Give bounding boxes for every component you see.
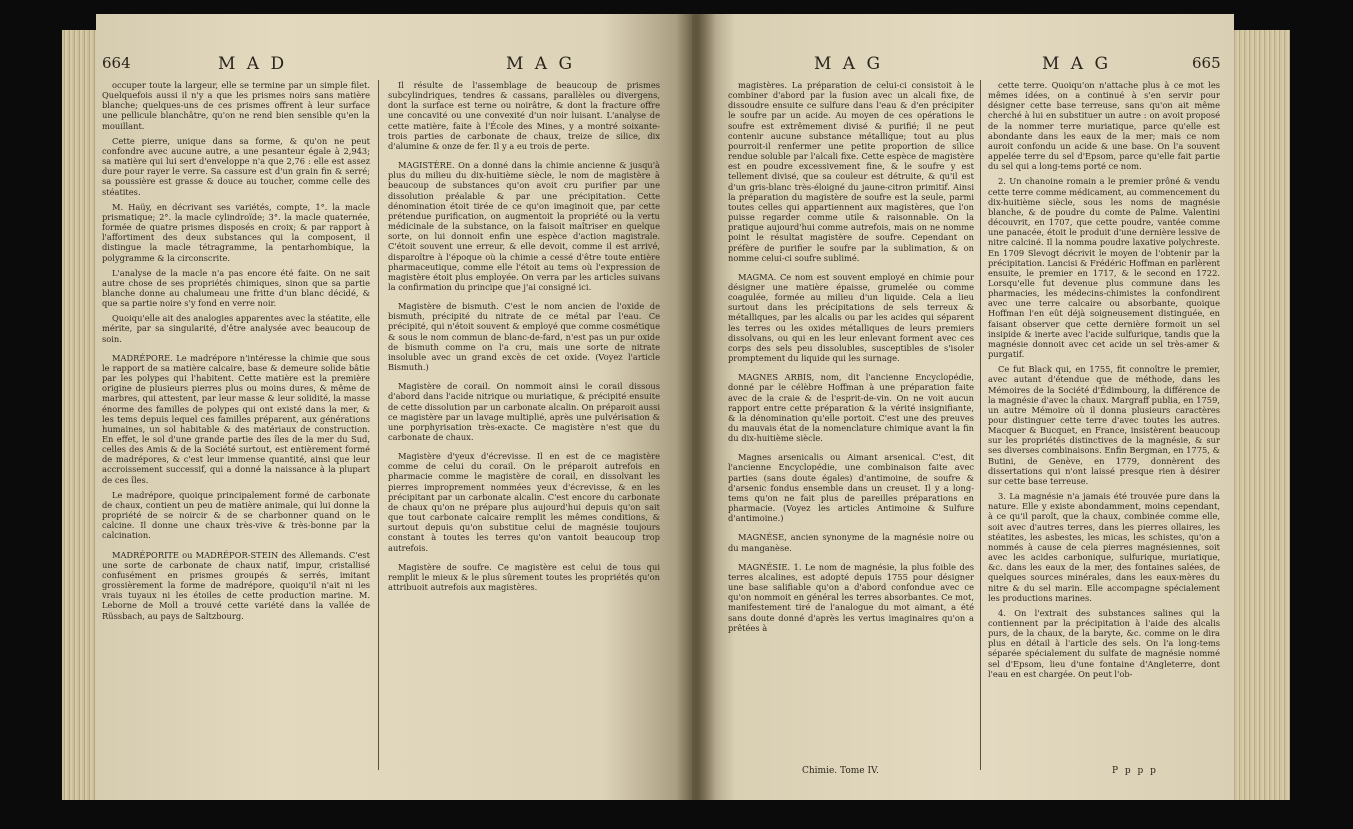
paragraph: Magnes arsenicalis ou Aimant arsenical. C'est, dit l'ancienne Encyclopédie, une combinaison faite avec parties (sans doute égales) d'antimoine, de soufre & d'arsenic fondus ensemble dans un creuset. Il y a long-tems qu'on ne fait plus de pareilles préparations en pharmacie. (Voyez les articles Antimoine & Sulfure d'antimoine.) — [728, 452, 974, 524]
paragraph: Cette pierre, unique dans sa forme, & qu'on ne peut confondre avec aucune autre, a une pesanteur égale à 2,943; sa matière qui lui sert d'enveloppe n'a que 2,76 : elle est assez dure pour rayer le verre. Sa cassure est d'un grain fin & serré; sa poussière est grasse & douce au toucher, comme celle des stéatites. — [102, 135, 370, 197]
paragraph: Magistère de corail. On nommoit ainsi le corail dissous d'abord dans l'acide nitrique ou muriatique, & précipité ensuite de cette dissolution par un carbonate alcalin. On préparoit aussi ce magistère par un lavage multiplié, après une pulvérisation & une porphyrisation très-exacte. Ce magistère n'est que du carbonate de chaux. — [388, 381, 660, 442]
paragraph: 4. On l'extrait des substances salines qui la contiennent par la précipitation à l'aide des alcalis purs, de la chaux, de la baryte, &c. comme on le dira plus en détail à l'article des sels. On l'a long-tems séparée spécialement du sulfate de magnésie nommé sel d'Epsom, lieu d'une fontaine d'Angleterre, dont l'eau en est chargée. On peut l'ob- — [988, 607, 1220, 679]
left-page — [96, 14, 692, 800]
paragraph: MADRÉPORE. Le madrépore n'intéresse la chimie que sous le rapport de sa matière calcaire, base & demeure solide bâtie par les polypes qui l'habitent. Cette matière est la première origine de plusieurs pierres plus ou moins dures, & même de marbres, qui attestent, par leur masse & leur solidité, la masse énorme des familles de polypes qui ont existé dans la mer, & les tems depuis lequel ces familles préparent, aux générations humaines, un sol habitable & des matériaux de construction. En effet, le sol d'une grande partie des îles de la mer du Sud, celles des Amis & de la Société surtout, est entièrement formé de madrépores, & c'est leur immense quantité, ainsi que leur accroissement successif, qui a donné la naissance à la plupart de ces îles. — [102, 352, 370, 485]
paragraph: Magistère de bismuth. C'est le nom ancien de l'oxide de bismuth, précipité du nitrate de ce métal par l'eau. Ce précipité, qui n'étoit souvent & employé que comme cosmétique & sous le nom commun de blanc-de-fard, n'est pas un pur oxide de bismuth comme on l'a cru, mais une sorte de nitrate insoluble avec un grand excès de cet oxide. (Voyez l'article Bismuth.) — [388, 301, 660, 373]
column-rule-left — [378, 80, 379, 770]
page-number-left: 664 — [102, 54, 131, 72]
paragraph: MAGNÉSIE. 1. Le nom de magnésie, la plus foible des terres alcalines, est adopté depuis 1755 pour désigner une base salifiable qu'on a d'abord confondue avec ce qu'on nommoit en général les terres absorbantes. Ce mot, manifestement tiré de l'analogue du mot aimant, a été sans doute donné d'après les vertus imaginaires qu'on a prêtées à — [728, 561, 974, 633]
right-column-2 — [988, 80, 1220, 762]
paragraph: 2. Un chanoine romain a le premier prôné & vendu cette terre comme médicament, au commencement du dix-huitième siècle, sous les noms de magnésie blanche, & de poudre du comte de Palme. Valentini découvrit, en 1707, que cette poudre, vantée comme une panacée, étoit le produit d'une dernière lessive de nitre calciné. Il la nomma poudre laxative polychreste. En 1709 Slevogt décrivit le moyen de l'obtenir par la précipitation. Lancisi & Frédéric Hoffman en parlèrent ensuite, le premier en 1717, & le second en 1722. Lorsqu'elle fut devenue plus commune dans les pharmacies, les médecins-chimistes la confondirent avec une terre calcaire ou absorbante, quoique Hoffman l'en eût déjà soigneusement distinguée, en faisant observer que cette dernière formoit un sel insipide & inerte avec l'acide sulfurique, tandis que la magnésie donnoit avec cet acide un sel très-amer & purgatif. — [988, 176, 1220, 360]
left-column-2 — [388, 80, 660, 780]
gathering-signature: P p p p — [1112, 766, 1158, 776]
running-head-right-a: M A G — [814, 54, 884, 74]
paragraph: Magistère de soufre. Ce magistère est celui de tous qui remplit le mieux & le plus sûrement toutes les propriétés qu'on attribuoit autrefois aux magistères. — [388, 561, 660, 593]
running-head-right-b: M A G — [1042, 54, 1112, 74]
paragraph: Quoiqu'elle ait des analogies apparentes avec la stéatite, elle mérite, par sa singularité, d'être analysée avec beaucoup de soin. — [102, 313, 370, 344]
paragraph: Le madrépore, quoique principalement formé de carbonate de chaux, contient un peu de matière animale, qui lui donne la propriété de se noircir & de se charbonner quand on le calcine. Il donne une chaux très-vive & très-bonne par la calcination. — [102, 489, 370, 541]
paragraph: Ce fut Black qui, en 1755, fit connoître le premier, avec autant d'étendue que de méthode, dans les Mémoires de la Société d'Édimbourg, la différence de la magnésie d'avec la chaux. Margraff publia, en 1759, un autre Mémoire où il donna plusieurs caractères pour distinguer cette terre d'avec toutes les autres. Macquer & Bucquet, en France, insistèrent beaucoup sur les propriétés distinctives de la magnésie, & sur ses diverses combinaisons. Enfin Bergman, en 1775, & Butini, de Genève, en 1779, donnèrent des dissertations qui n'ont laissé presque rien à désirer sur cette base terreuse. — [988, 364, 1220, 486]
left-column-1 — [102, 80, 370, 780]
paragraph: MADRÉPORITE ou MADRÉPOR-STEIN des Allemands. C'est une sorte de carbonate de chaux natif, impur, cristallisé confusément en prismes groupés & serrés, imitant grossièrement la forme de madrépore, quoiqu'il n'ait ni les vrais tuyaux ni les étoiles de cette production marine. M. Leborne de Moll a trouvé cette variété dans la vallée de Rüssbach, au pays de Saltzbourg. — [102, 549, 370, 621]
paragraph: magistères. La préparation de celui-ci consistoit à le combiner d'abord par la fusion avec un alcali fixe, de dissoudre ensuite ce sulfure dans l'eau & d'en précipiter le soufre par un acide. Au moyen de ces opérations le soufre est extrêmement divisé & purifié; il ne peut contenir aucune substance métallique; tout au plus pourroit-il renfermer une petite proportion de silice rendue soluble par l'alcali fixe. Cette espèce de magistère est en poudre excessivement fine, & le soufre y est tellement divisé, que sa couleur est détruite, & qu'il est d'un gris-blanc très-éloigné du jaune-citron primitif. Ainsi la préparation du magistère de soufre est la seule, parmi toutes celles qui appartiennent aux magistères, que l'on puisse regarder comme utile & raisonnable. On la pratique aujourd'hui comme autrefois, mais on ne nomme point le résultat magistère de soufre. Cependant on préfère de purifier le soufre par la sublimation, & on nomme celui-ci soufre sublimé. — [728, 80, 974, 263]
page-number-right: 665 — [1192, 54, 1221, 72]
paragraph: M. Haüy, en décrivant ses variétés, compte, 1°. la macle prismatique; 2°. la macle cylindroïde; 3°. la macle quaternée, formée de quatre prismes disposés en croix; & par rapport à l'affortiment des deux substances qui la composent, il distingue la macle tétragramme, la pentarhombique, la polygramme & la circonscrite. — [102, 201, 370, 263]
paragraph: 3. La magnésie n'a jamais été trouvée pure dans la nature. Elle y existe abondamment, moins cependant, à ce qu'il paroît, que la chaux, combinée comme elle, soit avec d'autres terres, dans les pierres ollaires, les stéatites, les asbestes, les micas, les schistes, qu'on a nommés à cause de cela pierres magnésiennes, soit avec les acides carbonique, sulfurique, muriatique, &c. dans les eaux de la mer, des fontaines salées, de quelques sources minérales, dans les eaux-mères du nitre & du sel marin. Elle accompagne spécialement les productions marines. — [988, 491, 1220, 603]
paragraph: Il résulte de l'assemblage de beaucoup de prismes subcylindriques, tendres & cassans, parallèles ou divergens, dont la surface est terne ou noirâtre, & dont la fracture offre une concavité ou une convexité d'un noir luisant. L'analyse de cette matière, faite à l'École des Mines, y a montré soixante-trois parties de carbonate de chaux, treize de silice, dix d'alumine & onze de fer. Il y a eu trois de perte. — [388, 80, 660, 151]
paragraph: Magistère d'yeux d'écrevisse. Il en est de ce magistère comme de celui du corail. On le préparoit autrefois en pharmacie comme le magistère de corail, en dissolvant les pierres improprement nommées yeux d'écrevisse, & en les précipitant par un carbonate alcalin. C'est encore du carbonate de chaux qu'on ne prépare plus aujourd'hui depuis qu'on sait que tout carbonate calcaire remplit les mêmes conditions, & surtout depuis qu'on substitue celui de magnésie toujours constant à toutes les terres qu'on vantoit beaucoup trop autrefois. — [388, 451, 660, 553]
paragraph: cette terre. Quoiqu'on n'attache plus à ce mot les mêmes idées, on a continué à s'en servir pour désigner cette base terreuse, sans qu'on ait même cherché à lui en substituer un autre : on avoit proposé de la nommer terre muriatique, parce qu'elle est abondante dans les eaux de la mer; mais ce nom auroit confondu un acide & une base. On l'a souvent appelée terre du sel d'Epsom, parce qu'elle fait partie du sel qui a long-tems porté ce nom. — [988, 80, 1220, 172]
page-edges-right — [1232, 30, 1290, 800]
page-edges-left — [62, 30, 96, 800]
paragraph: L'analyse de la macle n'a pas encore été faite. On ne sait autre chose de ses propriétés chimiques, sinon que sa partie blanche donne au chalumeau une fritte d'un blanc décidé, & que sa partie noire s'y fond en verre noir. — [102, 267, 370, 309]
book-gutter — [676, 14, 716, 800]
right-column-1 — [728, 80, 974, 762]
paragraph: MAGNES ARBIS, nom, dit l'ancienne Encyclopédie, donné par le célèbre Hoffman à une préparation faite avec de la craie & de l'esprit-de-vin. On ne voit aucun rapport entre cette préparation & la vérité insignifiante, & la dénomination qu'elle portoit. C'est une des preuves du mauvais état de la nomenclature chimique avant la fin du dix-huitième siècle. — [728, 372, 974, 444]
paragraph: MAGISTÈRE. On a donné dans la chimie ancienne & jusqu'à plus du milieu du dix-huitième siècle, le nom de magistère à beaucoup de substances qu'on avoit cru purifier par une dissolution préalable & par une précipitation. Cette dénomination étoit tirée de ce qu'on imaginoit que, par cette prétendue purification, on augmentoit la propriété ou la vertu médicinale de la substance, on la faisoit maîtriser en quelque sorte, on lui donnoit enfin une espèce d'action magistrale. C'étoit souvent une erreur, & elle devoit, comme il est arrivé, disparoître à l'époque où la chimie a cessé d'être toute entière pharmaceutique, comme elle l'étoit au tems où l'expression de magistère étoit plus employée. On verra par les articles suivans la confirmation du principe que j'ai consigné ici. — [388, 160, 660, 292]
running-head-left-b: M A G — [506, 54, 576, 74]
column-rule-right — [980, 80, 981, 770]
paragraph: occuper toute la largeur, elle se termine par un simple filet. Quelquefois aussi il n'y a que les prismes noirs sans matière blanche; quelques-uns de ces prismes offrent à leur surface une pellicule blanchâtre, qu'on ne rend bien sensible qu'en la mouillant. — [102, 80, 370, 131]
running-head-left-a: M A D — [218, 54, 288, 74]
right-page — [692, 14, 1234, 800]
paragraph: MAGNÉSE, ancien synonyme de la magnésie noire ou du manganèse. — [728, 532, 974, 553]
paragraph: MAGMA. Ce nom est souvent employé en chimie pour désigner une matière épaisse, grumelée ou comme coagulée, formée au milieu d'un liquide. Cela a lieu surtout dans les précipitations de sels terreux & métalliques, par les alcalis ou par les acides qui séparent les terres ou les oxides métalliques de leurs premiers dissolvans, ou qui en les leur enlevant forment avec ces corps des sels peu dissolubles, susceptibles de s'isoler promptement du liquide qui les surnage. — [728, 271, 974, 364]
signature-mark: Chimie. Tome IV. — [802, 766, 879, 776]
